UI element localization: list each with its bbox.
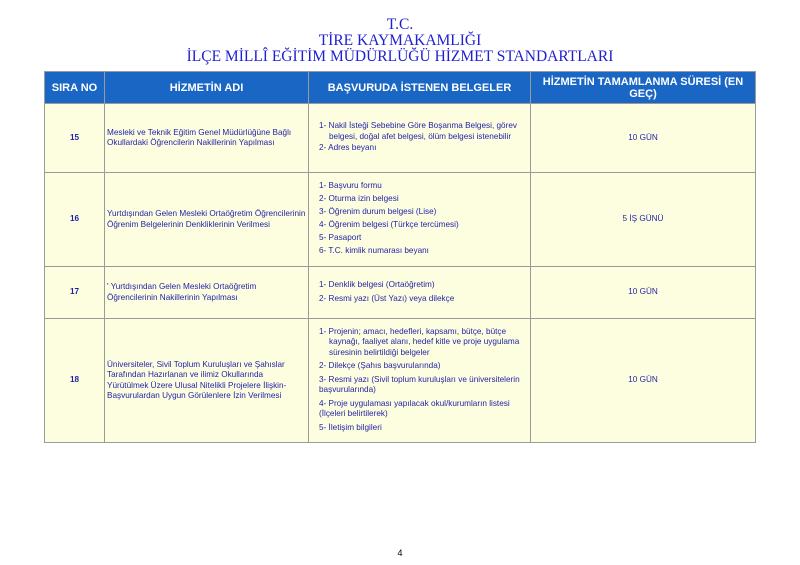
document-item: 5- Pasaport <box>319 233 362 243</box>
header-tc: T.C. <box>386 16 414 33</box>
service-name: Mesleki ve Teknik Eğitim Genel Müdürlüğüne Bağlı Okullardaki Öğrencilerin Nakillerinin Yapılması <box>105 104 309 173</box>
required-documents <box>309 319 531 443</box>
col-header-documents: BAŞVURUDA İSTENEN BELGELER <box>309 72 531 104</box>
document-item: 3- Öğrenim durum belgesi (Lise) <box>319 207 437 217</box>
service-name: ' Yurtdışından Gelen Mesleki Ortaöğretim Öğrencilerinin Nakillerinin Yapılması <box>105 267 309 319</box>
row-number: 16 <box>45 173 105 267</box>
required-documents <box>309 173 531 267</box>
header-title: İLÇE MİLLÎ EĞİTİM MÜDÜRLÜĞÜ HİZMET STANDARTLARI <box>186 48 614 65</box>
service-standards-table <box>44 71 756 443</box>
table-row <box>45 319 756 443</box>
col-header-no: SIRA NO <box>45 72 105 104</box>
document-item: 1- Denklik belgesi (Ortaöğretim) <box>319 279 435 289</box>
row-number: 17 <box>45 267 105 319</box>
table-row <box>45 104 756 173</box>
row-number: 18 <box>45 319 105 443</box>
required-documents <box>309 104 531 173</box>
document-item: 1- Başvuru formu <box>319 181 382 191</box>
document-item: 4- Öğrenim belgesi (Türkçe tercümesi) <box>319 220 459 230</box>
document-item: 5- İletişim bilgileri <box>319 422 382 432</box>
document-item: 6- T.C. kimlik numarası beyanı <box>319 246 429 256</box>
required-documents <box>309 267 531 319</box>
document-item: 4- Proje uygulaması yapılacak okul/kurumların listesi (İlçeleri belirtilerek) <box>319 398 510 419</box>
completion-time: 10 GÜN <box>531 319 756 443</box>
service-name: Yurtdışından Gelen Mesleki Ortaöğretim Öğrencilerinin Öğrenim Belgelerinin Denkliklerinin Verilmesi <box>105 173 309 267</box>
completion-time: 10 GÜN <box>531 104 756 173</box>
service-name: Üniversiteler, Sivil Toplum Kuruluşları ve Şahıslar Tarafından Hazırlanan ve ilimiz Okullarında Yürütülmek Üzere Ulusal Nitelikli Projelere İlişkin- Başvurulardan Uygun Görülenlere İzin Verilmesi <box>105 319 309 443</box>
col-header-duration: HİZMETİN TAMAMLANMA SÜRESİ (EN GEÇ) <box>531 72 756 104</box>
table-header-row <box>45 72 756 104</box>
page-number: 4 <box>397 548 403 558</box>
document-item: 1- Projenin; amacı, hedefleri, kapsamı, bütçe, bütçe kaynağı, faaliyet alanı, hedef kitle ve proje uygulama süresinin belirtildiği belgeler <box>319 326 520 357</box>
document-item: 2- Dilekçe (Şahıs başvurularında) <box>319 361 441 371</box>
header-district: TİRE KAYMAKAMLIĞI <box>318 32 482 49</box>
table-row <box>45 267 756 319</box>
col-header-service: HİZMETİN ADI <box>105 72 309 104</box>
document-item: 2- Adres beyanı <box>319 143 377 153</box>
table-row <box>45 173 756 267</box>
row-number: 15 <box>45 104 105 173</box>
document-item: 2- Resmi yazı (Üst Yazı) veya dilekçe <box>319 294 455 303</box>
completion-time: 5 İŞ GÜNÜ <box>531 173 756 267</box>
document-item: 3- Resmi yazı (Sivil toplum kuruluşları ve üniversitelerin başvurularında) <box>319 374 520 395</box>
completion-time: 10 GÜN <box>531 267 756 319</box>
document-item: 1- Nakil İsteği Sebebine Göre Boşanma Belgesi, görev belgesi, doğal afet belgesi, ölüm belgesi istenebilir <box>319 121 517 141</box>
document-item: 2- Oturma izin belgesi <box>319 194 399 204</box>
